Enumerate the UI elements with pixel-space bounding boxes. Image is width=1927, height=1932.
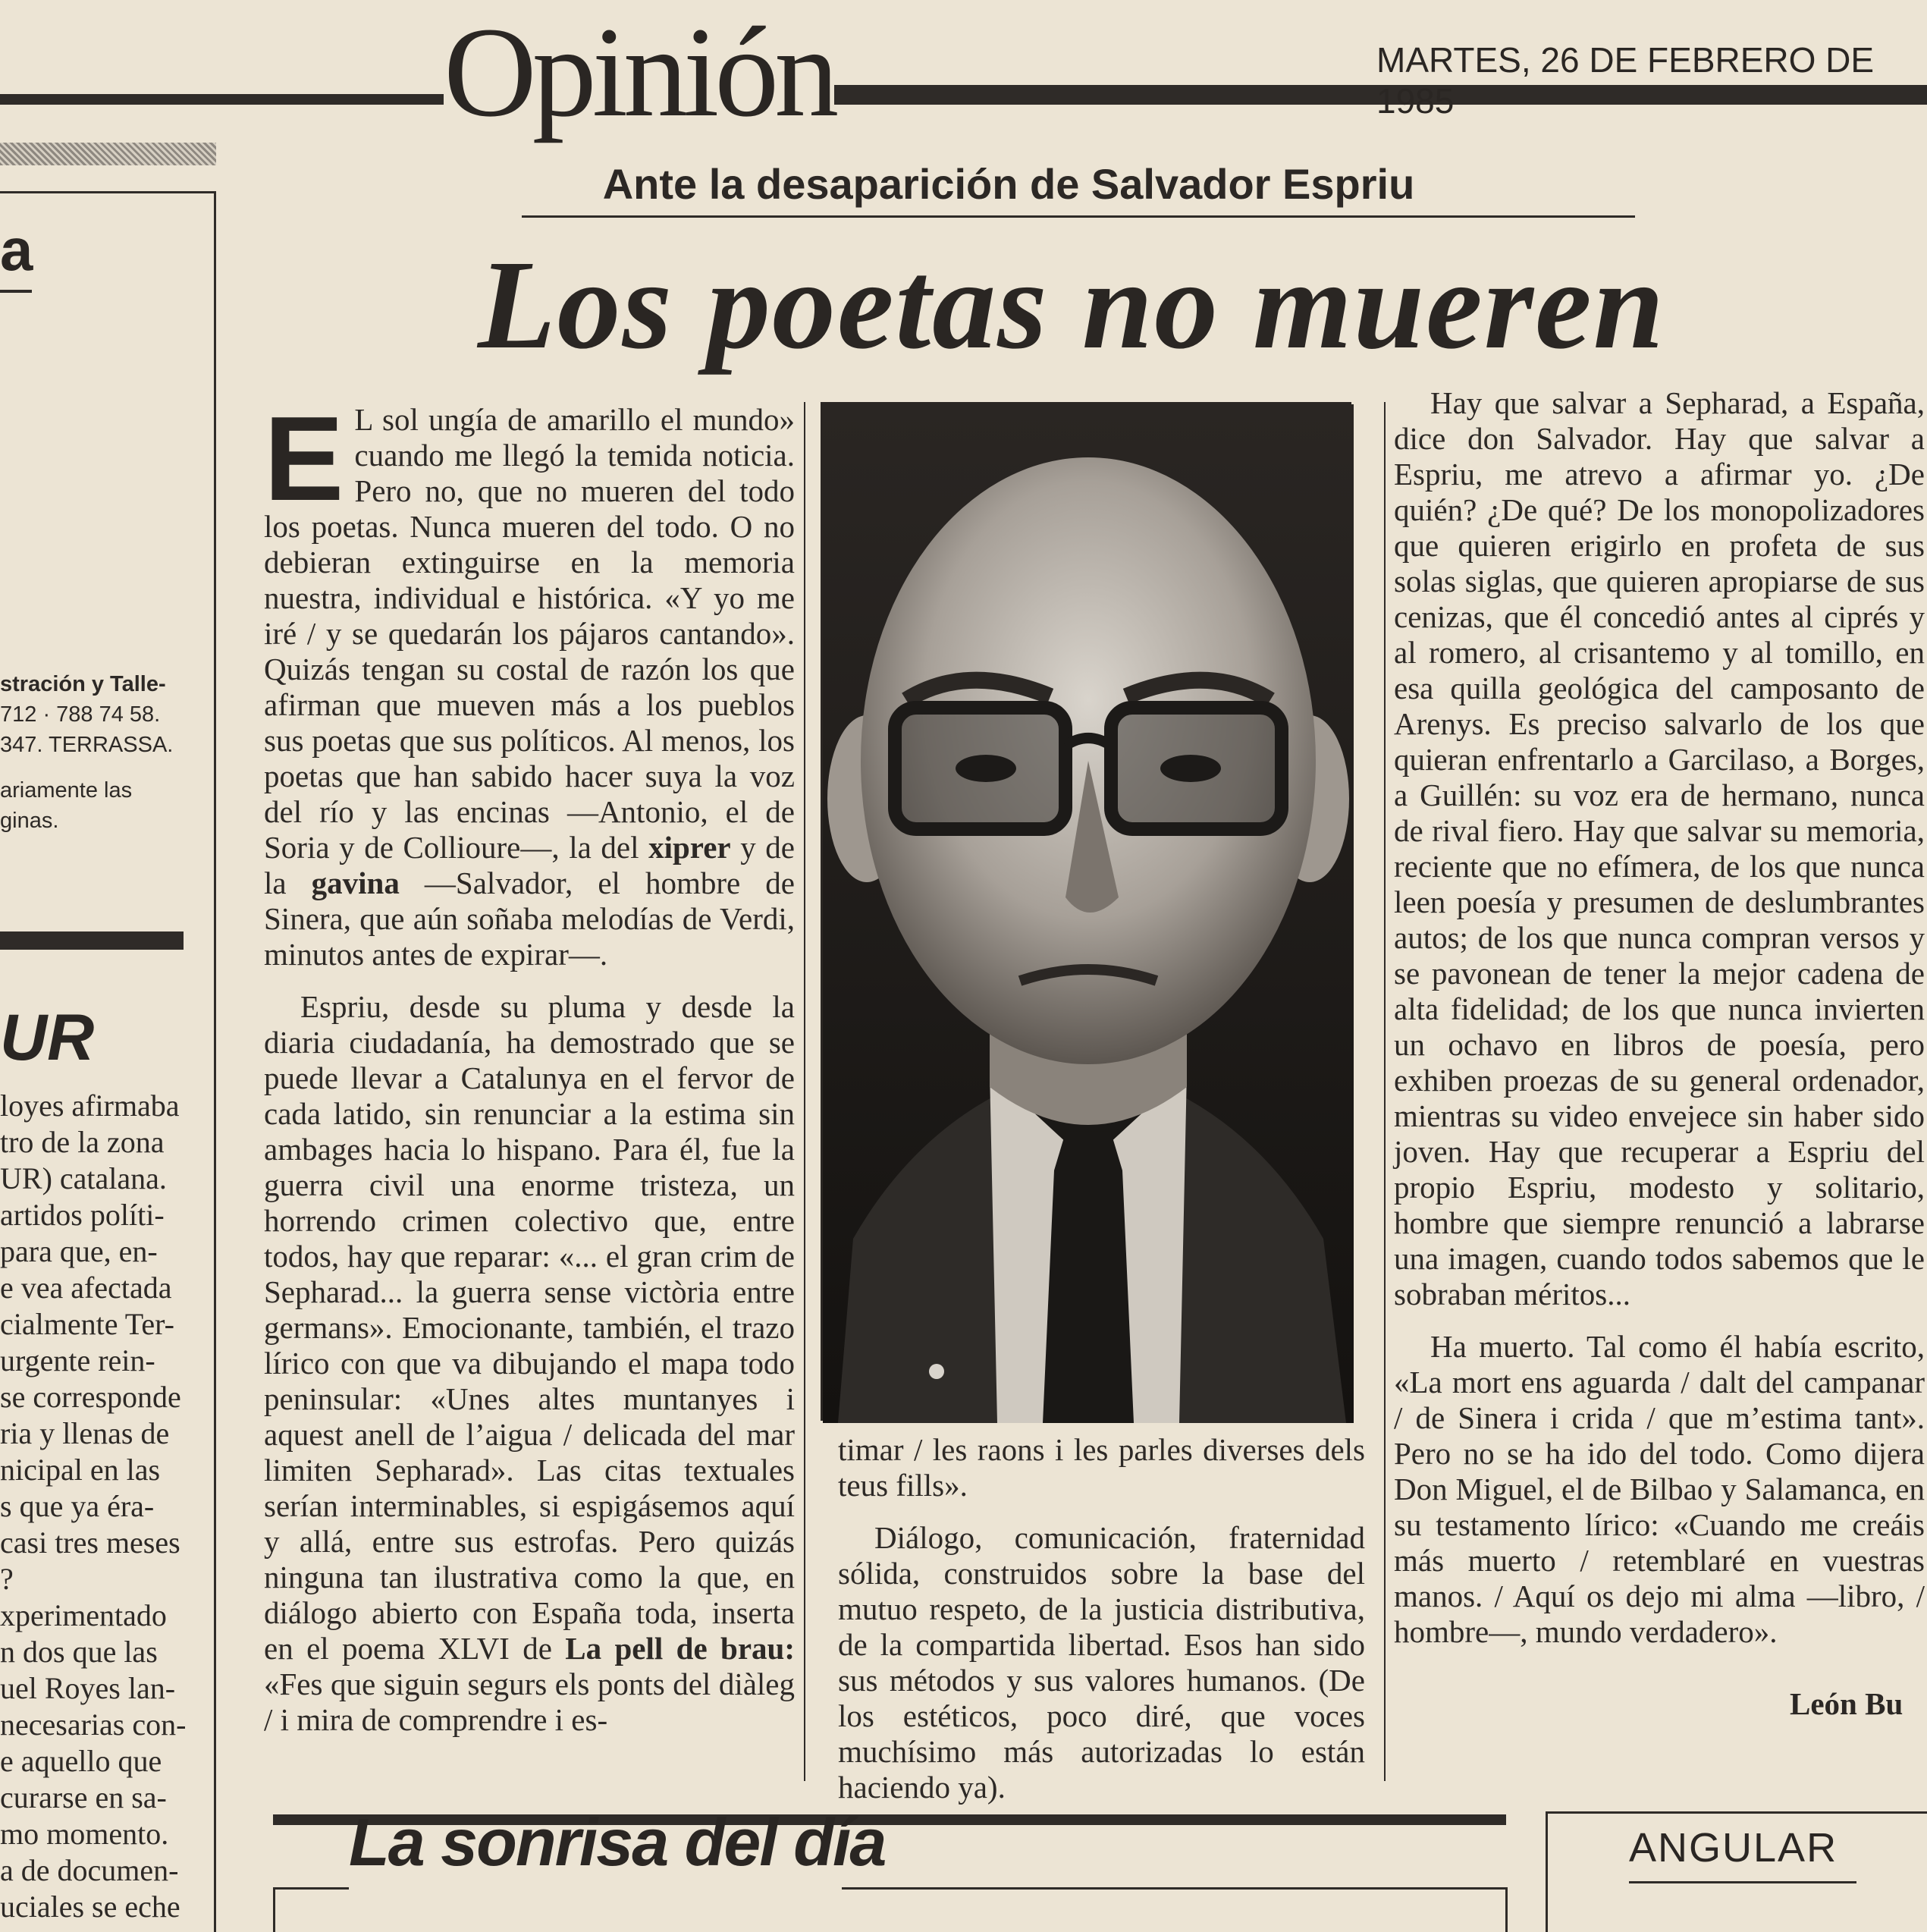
left-line: curarse en sa-: [0, 1780, 167, 1814]
left-heading: UR: [0, 1001, 95, 1074]
left-line: n dos que las: [0, 1635, 158, 1669]
left-fragment-letter: a: [0, 216, 33, 283]
article-kicker: Ante la desaparición de Salvador Espriu: [602, 160, 1415, 208]
left-line: uciales se eche: [0, 1890, 180, 1924]
left-line: artidos políti-: [0, 1198, 165, 1232]
left-line: a de documen-: [0, 1853, 179, 1887]
emphasis-word: xiprer: [648, 830, 731, 865]
left-line: para que, en-: [0, 1234, 158, 1268]
author-portrait-photo: [821, 402, 1351, 1421]
article-column-2: [838, 1432, 1365, 1805]
paragraph-text: Espriu, desde su pluma y desde la diaria ciudadanía, ha demostrado que se puede llevar a Catalunya en el fervor de cada latido, sin renunciar a la estima sin ambages hacia lo hispano. Para él, fue la guerra civil una enorme tristeza, un horrendo crimen colectivo que, entre todos, hay que reparar: «... el gran crim de Sepharad... la guerra sense victòria entre germans». Emocionante, también, el trazo lírico con que va dibujando el mapa todo peninsular: «Unes altes muntanyes i aquest anell de l’aigua / delicada del mar limiten Sepharad». Las citas textuales serían interminables, si espigásemos aquí y allá, entre sus estrofas. Pero quizás ninguna tan ilustrativa como la que, en diálogo abierto con España toda, inserta en el poema XLVI de: [264, 989, 795, 1666]
article-column-1: [264, 392, 795, 1779]
angular-column-title: ANGULAR: [1629, 1825, 1838, 1871]
paragraph-text: timar / les raons i les parles diverses dels teus fills».: [838, 1432, 1365, 1503]
kicker-underline: [522, 215, 1635, 218]
paragraph-text: L sol ungía de amarillo el mundo» cuando me llegó la temida noticia. Pero no, que no mueren del todo los poetas. Nunca mueren del todo. O no debieran extinguirse en la memoria nuestra, individual e histórica. «Y yo me iré / y se quedarán los pájaros cantando». Quizás tengan su costal de razón los que afirman que mueven más a los pueblos sus poetas que sus políticos. Al menos, los poetas que han sabido hacer suya la voz del río y las encinas —Antonio, el de Soria y de Collioure—, la del: [264, 402, 795, 865]
poem-title: La pell de brau:: [565, 1631, 795, 1666]
article-byline: León Bu: [1790, 1686, 1903, 1721]
article-headline: Los poetas no mueren: [478, 234, 1666, 375]
portrait-icon: [823, 404, 1354, 1423]
column-divider-1: [804, 402, 805, 1781]
left-line: cialmente Ter-: [0, 1307, 174, 1341]
left-note-2: ginas.: [0, 809, 59, 833]
left-line: ?: [0, 1562, 14, 1596]
left-line: e aquello que: [0, 1744, 162, 1778]
left-line: UR) catalana.: [0, 1161, 167, 1195]
footer-left-vertical: [273, 1889, 275, 1932]
paragraph-text: —Salvador, el hombre de Sinera, que aún soñaba melodías de Verdi, minutos antes de expirar—.: [264, 865, 795, 972]
paragraph-text: Hay que salvar a Sepharad, a España, dice don Salvador. Hay que salvar a Espriu, me atrevo a afirmar yo. ¿De quién? ¿De qué? De los monopolizadores que quieren erigirlo en profeta de sus solas siglas, que quieren apropiarse de sus cenizas, que él concedió antes al ciprés y al romero, al crisantemo y al tomillo, en esa quilla geológica del camposanto de Arenys. Es preciso salvarlo de los que quieran enfrentarlo a Garcilaso, a Borges, a Guillén: su voz era de hermano, nunca de rival fiero. Hay que salvar su memoria, reciente que no efímera, de los que nunca leen poesía y presumen de deslumbrantes autos; de los que nunca compran versos y se pavonean de tener la mejor cadena de alta fidelidad; de los que nunca invierten un ochavo en libros de poesía, pero exhiben proezas de su general ordenador, mientras su video envejece sin haber sido joven. Hay que recuperar a Espriu del propio Espriu, modesto y solitario, hombre que siempre renunció a labrarse una imagen, cuando todos sabemos que le sobraban méritos...: [1394, 385, 1925, 1312]
left-line: uel Royes lan-: [0, 1671, 176, 1705]
drop-cap: E: [264, 392, 344, 526]
left-column-shade: [0, 143, 216, 165]
section-title: Opinión: [444, 1, 835, 143]
left-line: mo momento.: [0, 1817, 169, 1851]
article-column-3: [1394, 385, 1925, 1686]
left-contact-1: stración y Talle-: [0, 672, 166, 696]
left-line: xperimentado: [0, 1598, 167, 1632]
footer-right-rule: [842, 1887, 1506, 1890]
left-line: tro de la zona: [0, 1125, 165, 1159]
column-title-sonrisa: La sonrisa del día: [349, 1805, 886, 1880]
issue-date: MARTES, 26 DE FEBRERO DE 1985: [1376, 40, 1875, 121]
emphasis-word: gavina: [311, 865, 400, 900]
left-line: ria y llenas de: [0, 1416, 170, 1450]
left-line: s que ya éra-: [0, 1489, 155, 1523]
left-column-frame-right: [214, 191, 216, 1932]
left-line: necesarias con-: [0, 1707, 187, 1742]
column-divider-2: [1384, 402, 1386, 1781]
footer-right-vertical: [1505, 1887, 1508, 1932]
left-contact-2: 712 · 788 74 58.: [0, 702, 161, 727]
left-line: nicipal en las: [0, 1453, 161, 1487]
left-line: loyes afirmaba: [0, 1089, 180, 1123]
left-line: urgente rein-: [0, 1343, 155, 1378]
paragraph-text: Diálogo, comunicación, fraternidad sólida, construidos sobre la base del mutuo respeto, de la justicia distributiva, de la compartida libertad. Esos han sido sus métodos y sus valores humanos. (De los estéticos, poco diré, que voces muchísimo más autorizadas lo están haciendo ya).: [838, 1520, 1365, 1805]
paragraph-text: y de la: [264, 830, 795, 900]
left-column-frame-top: [0, 191, 216, 193]
left-line: e vea afectada: [0, 1271, 172, 1305]
angular-underline: [1629, 1881, 1856, 1883]
paragraph-text: «Fes que siguin segurs els ponts del diàleg / i mira de comprendre i es-: [264, 1667, 795, 1737]
left-fragment-rule: [0, 290, 32, 293]
left-section-bar: [0, 931, 184, 950]
left-line: casi tres meses: [0, 1525, 180, 1560]
paragraph-text: Ha muerto. Tal como él había escrito, «La mort ens aguarda / dalt del campanar / de Sinera i crida / que m’estima tant». Pero no se ha ido del todo. Como dijera Don Miguel, el de Bilbao y Salamanca, en su testamento lírico: «Cuando me creáis más muerto / retemblaré en vuestras manos. / Aquí os dejo mi alma —libro, / hombre—, mundo verdadero».: [1394, 1329, 1925, 1649]
angular-box-left: [1546, 1811, 1548, 1932]
left-note-1: ariamente las: [0, 778, 133, 803]
left-line: se corresponde: [0, 1380, 181, 1414]
footer-left-rule: [273, 1887, 349, 1890]
header-rule-left: [0, 94, 444, 105]
left-contact-3: 347. TERRASSA.: [0, 733, 174, 757]
angular-box-top: [1546, 1811, 1927, 1814]
